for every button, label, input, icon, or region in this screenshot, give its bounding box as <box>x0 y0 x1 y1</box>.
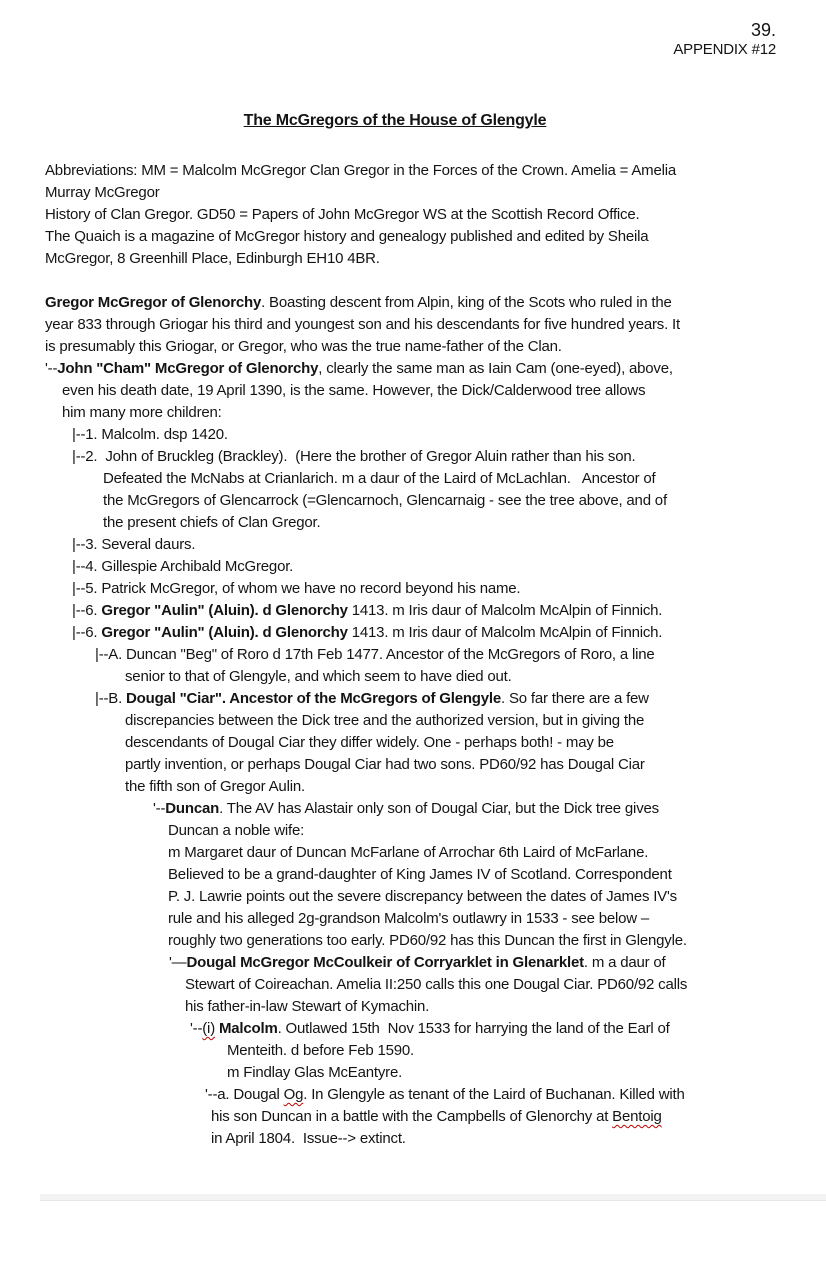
grandchild-item-a-duncan-beg-line-2: senior to that of Glengyle, and which seem to have died out. <box>125 668 512 685</box>
document-title: The McGregors of the House of Glengyle <box>243 112 547 129</box>
para-malcolm-outlawed-line-2: Menteith. d before Feb 1590. <box>227 1042 415 1059</box>
para-gregor-of-glenorchy <box>45 292 805 358</box>
grandchild-item-b-dougal-ciar-line-2: discrepancies between the Dick tree and the authorized version, but in giving the <box>125 712 645 729</box>
para-malcolm-outlawed <box>45 1018 805 1084</box>
para-dougal-og-line-1: '--a. Dougal Og. In Glengyle as tenant of the Laird of Buchanan. Killed with <box>205 1086 685 1103</box>
page-header <box>673 20 776 58</box>
para-abbreviations-line-5: McGregor, 8 Greenhill Place, Edinburgh EH10 4BR. <box>45 250 380 267</box>
grandchild-item-b-dougal-ciar-line-5: the fifth son of Gregor Aulin. <box>125 778 305 795</box>
document-body <box>45 160 805 1150</box>
grandchild-item-a-duncan-beg-line-1: |--A. Duncan "Beg" of Roro d 17th Feb 1477. Ancestor of the McGregors of Roro, a line <box>95 646 655 663</box>
para-abbreviations-line-1: Abbreviations: MM = Malcolm McGregor Clan Gregor in the Forces of the Crown. Amelia = Amelia <box>45 162 677 179</box>
para-gregor-of-glenorchy-line-1: Gregor McGregor of Glenorchy. Boasting descent from Alpin, king of the Scots who ruled in the <box>45 294 672 311</box>
para-duncan-line-3: m Margaret daur of Duncan McFarlane of Arrochar 6th Laird of McFarlane. <box>168 844 649 861</box>
child-item-3 <box>45 534 805 556</box>
para-dougal-mccoulkeir <box>45 952 805 1018</box>
child-item-6-duplicate <box>45 622 805 644</box>
appendix-label: APPENDIX #12 <box>673 40 776 58</box>
grandchild-item-b-dougal-ciar-line-3: descendants of Dougal Ciar they differ widely. One - perhaps both! - may be <box>125 734 614 751</box>
para-duncan-line-5: P. J. Lawrie points out the severe discrepancy between the dates of James IV's <box>168 888 677 905</box>
para-duncan <box>45 798 805 952</box>
para-duncan-line-4: Believed to be a grand-daughter of King James IV of Scotland. Correspondent <box>168 866 672 883</box>
para-abbreviations-line-4: The Quaich is a magazine of McGregor history and genealogy published and edited by Sheila <box>45 228 649 245</box>
para-dougal-og <box>45 1084 805 1150</box>
para-duncan-line-6: rule and his alleged 2g-grandson Malcolm's outlawry in 1533 - see below – <box>168 910 650 927</box>
para-john-cham-line-1: '--John "Cham" McGregor of Glenorchy, clearly the same man as Iain Cam (one-eyed), above, <box>45 360 673 377</box>
child-item-6 <box>45 600 805 622</box>
para-john-cham-line-2: even his death date, 19 April 1390, is the same. However, the Dick/Calderwood tree allows <box>62 382 646 399</box>
para-abbreviations-line-2: Murray McGregor <box>45 184 160 201</box>
para-duncan-line-7: roughly two generations too early. PD60/92 has this Duncan the first in Glengyle. <box>168 932 687 949</box>
child-item-1 <box>45 424 805 446</box>
para-john-cham-line-3: him many more children: <box>62 404 222 421</box>
para-dougal-og-line-2: his son Duncan in a battle with the Campbells of Glenorchy at Bentoig <box>211 1108 662 1125</box>
page-number: 39. <box>750 20 776 40</box>
grandchild-item-b-dougal-ciar <box>45 688 805 798</box>
child-item-2-line-1: |--2. John of Bruckleg (Brackley). (Here the brother of Gregor Aluin rather than his son. <box>72 448 636 465</box>
para-gregor-of-glenorchy-line-3: is presumably this Griogar, or Gregor, who was the true name-father of the Clan. <box>45 338 562 355</box>
child-item-4 <box>45 556 805 578</box>
para-abbreviations-line-3: History of Clan Gregor. GD50 = Papers of John McGregor WS at the Scottish Record Office. <box>45 206 640 223</box>
para-dougal-og-line-3: in April 1804. Issue--> extinct. <box>211 1130 406 1147</box>
para-dougal-mccoulkeir-line-2: Stewart of Coireachan. Amelia II:250 calls this one Dougal Ciar. PD60/92 calls <box>185 976 688 993</box>
para-duncan-line-1: '--Duncan. The AV has Alastair only son of Dougal Ciar, but the Dick tree gives <box>153 800 659 817</box>
para-dougal-mccoulkeir-line-3: his father-in-law Stewart of Kymachin. <box>185 998 430 1015</box>
para-gregor-of-glenorchy-line-2: year 833 through Griogar his third and youngest son and his descendants for five hundred years. It <box>45 316 680 333</box>
grandchild-item-b-dougal-ciar-line-1: |--B. Dougal "Ciar". Ancestor of the McGregors of Glengyle. So far there are a few <box>95 690 649 707</box>
child-item-2-line-4: the present chiefs of Clan Gregor. <box>103 514 321 531</box>
para-malcolm-outlawed-line-3: m Findlay Glas McEantyre. <box>227 1064 403 1081</box>
para-duncan-line-2: Duncan a noble wife: <box>168 822 305 839</box>
child-item-3-line-1: |--3. Several daurs. <box>72 536 196 553</box>
page-bottom-rule <box>40 1194 826 1201</box>
child-item-4-line-1: |--4. Gillespie Archibald McGregor. <box>72 558 294 575</box>
child-item-6-duplicate-line-1: |--6. Gregor "Aulin" (Aluin). d Glenorchy 1413. m Iris daur of Malcolm McAlpin of Finnich. <box>72 624 663 641</box>
child-item-5 <box>45 578 805 600</box>
child-item-2-line-2: Defeated the McNabs at Crianlarich. m a daur of the Laird of McLachlan. Ancestor of <box>103 470 656 487</box>
child-item-1-line-1: |--1. Malcolm. dsp 1420. <box>72 426 228 443</box>
child-item-5-line-1: |--5. Patrick McGregor, of whom we have no record beyond his name. <box>72 580 521 597</box>
grandchild-item-a-duncan-beg <box>45 644 805 688</box>
grandchild-item-b-dougal-ciar-line-4: partly invention, or perhaps Dougal Ciar had two sons. PD60/92 has Dougal Ciar <box>125 756 645 773</box>
child-item-2 <box>45 446 805 534</box>
para-malcolm-outlawed-line-1: '--(i) Malcolm. Outlawed 15th Nov 1533 for harrying the land of the Earl of <box>190 1020 670 1037</box>
para-john-cham <box>45 358 805 424</box>
child-item-2-line-3: the McGregors of Glencarrock (=Glencarnoch, Glencarnaig - see the tree above, and of <box>103 492 667 509</box>
para-dougal-mccoulkeir-line-1: '—Dougal McGregor McCoulkeir of Corryarklet in Glenarklet. m a daur of <box>169 954 666 971</box>
child-item-6-line-1: |--6. Gregor "Aulin" (Aluin). d Glenorchy 1413. m Iris daur of Malcolm McAlpin of Finnich. <box>72 602 663 619</box>
para-abbreviations <box>45 160 805 270</box>
